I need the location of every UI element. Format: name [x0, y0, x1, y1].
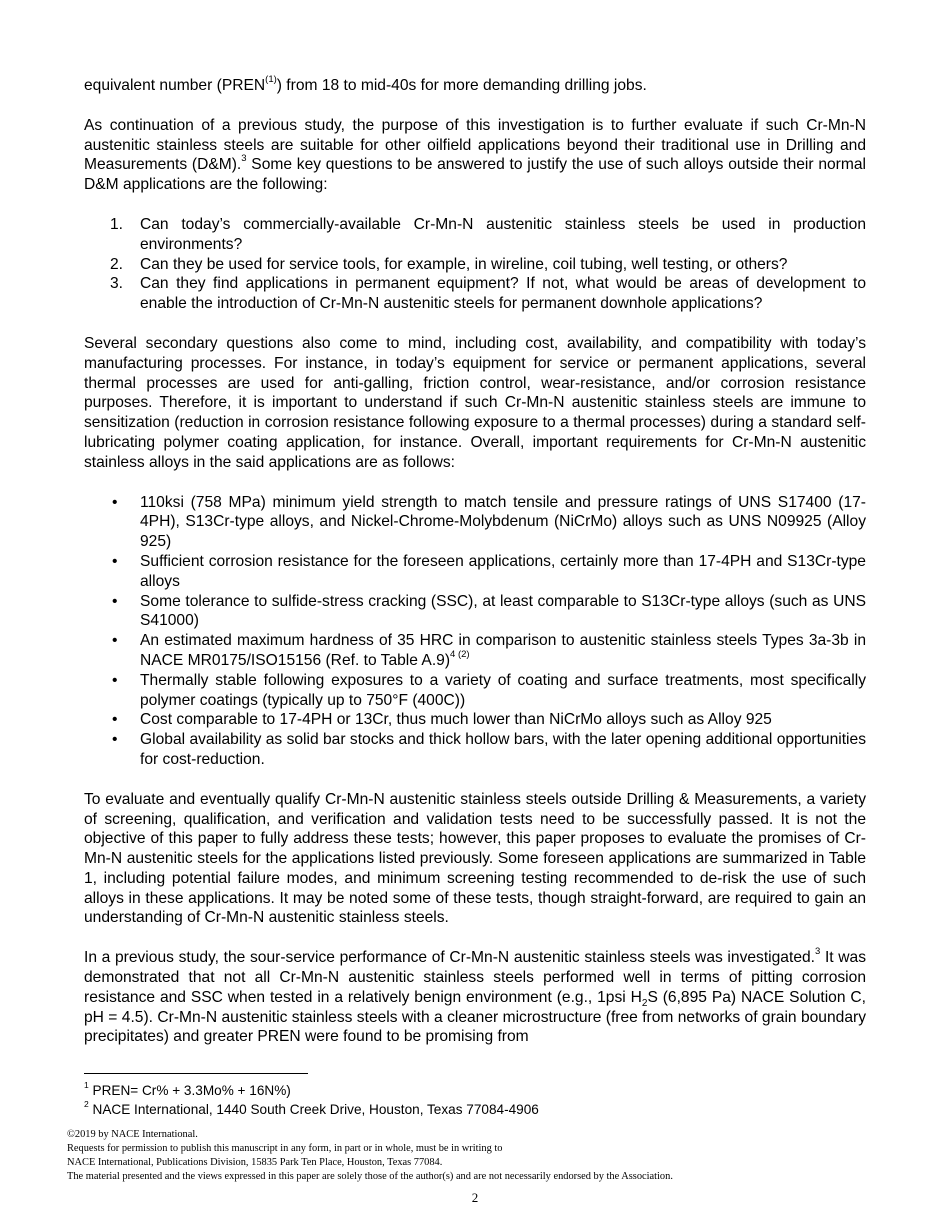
bullet-icon: • [112, 493, 118, 511]
list-item [84, 631, 866, 671]
list-item [84, 274, 866, 314]
list-item [84, 215, 866, 255]
list-item [84, 710, 866, 730]
bullet-icon: • [112, 671, 118, 689]
list-item [84, 552, 866, 592]
footnote [84, 1082, 866, 1101]
footnotes [84, 1082, 866, 1119]
list-item-text: Some tolerance to sulfide-stress cracking (SSC), at least comparable to S13Cr-type alloys (such as UNS S41000) [140, 592, 866, 630]
bullet-icon: • [112, 731, 118, 749]
list-number: 1. [110, 215, 124, 233]
intro-text-b: ) from 18 to mid-40s for more demanding drilling jobs. [276, 77, 647, 94]
key-questions-list [84, 215, 866, 314]
copyright-notice [67, 1128, 887, 1184]
citation-ref-4: 4 (2) [450, 648, 470, 660]
footnote-mark: 2 [84, 1098, 89, 1109]
copyright-line: NACE International, Publications Division, 15835 Park Ten Place, Houston, Texas 77084. [67, 1157, 443, 1168]
list-number: 3. [110, 275, 124, 293]
footnote [84, 1098, 866, 1120]
list-item-text: Thermally stable following exposures to a variety of coating and surface treatments, most specifically polymer coatings (typically up to 750°F (400C)) [140, 671, 866, 709]
paragraph-secondary-questions: Several secondary questions also come to mind, including cost, availability, and compatibility with today’s manufacturing processes. For instance, in today’s equipment for service or permanent applications, several thermal processes are used for anti-galling, friction control, wear-resistance, and/or corrosion resistance purposes. Therefore, it is important to understand if such Cr-Mn-N austenitic stainless steels are immune to sensitization (reduction in corrosion resistance following exposure to a thermal processes) during a standard self-lubricating polymer coating application, for instance. Overall, important requirements for Cr-Mn-N austenitic stainless alloys in the said applications are as follows: [84, 334, 866, 471]
list-item-text: Cost comparable to 17-4PH or 13Cr, thus much lower than NiCrMo alloys such as Alloy 925 [140, 711, 772, 729]
paragraph-evaluation: To evaluate and eventually qualify Cr-Mn-N austenitic stainless steels outside Drilling & Measurements, a variety of screening, qualification, and verification and validation tests need to be successfully passed. It is not the objective of this paper to fully address these tests; however, this paper proposes to evaluate the promises of Cr-Mn-N austenitic steels for the applications listed previously. Some foreseen applications are summarized in Table 1, including potential failure modes, and minimum screening testing recommended to de-risk the use of such alloys in these applications. It may be noted some of these tests, though straight-forward, are required to gain an understanding of Cr-Mn-N austenitic stainless steels. [84, 790, 866, 927]
citation-ref-3: 3 [241, 153, 247, 165]
requirements-list [84, 493, 866, 770]
bullet-icon: • [112, 711, 118, 729]
body-text [84, 73, 866, 1047]
list-item-text: An estimated maximum hardness of 35 HRC in comparison to austenitic stainless steels Types 3a-3b in NACE MR0175/ISO15156 (Ref. to Table A.9) [140, 632, 866, 669]
footnote-text: NACE International, 1440 South Creek Drive, Houston, Texas 77084-4906 [88, 1101, 539, 1117]
bullet-icon: • [112, 592, 118, 610]
footnote-text: PREN= Cr% + 3.3Mo% + 16N%) [88, 1083, 291, 1098]
list-item-text: 110ksi (758 MPa) minimum yield strength to match tensile and pressure ratings of UNS S17400 (17-4PH), S13Cr-type alloys, and Nickel-Chrome-Molybdenum (NiCrMo) alloys such as UNS N09925 (Alloy 925) [140, 493, 866, 551]
paragraph-previous-study-a: In a previous study, the sour-service performance of Cr-Mn-N austenitic stainless steels was investigated. [84, 949, 815, 967]
list-item-text: Sufficient corrosion resistance for the foreseen applications, certainly more than 17-4PH and S13Cr-type alloys [140, 552, 866, 590]
list-item-text: Can they find applications in permanent equipment? If not, what would be areas of development to enable the introduction of Cr-Mn-N austenitic steels for permanent downhole applications? [140, 275, 866, 313]
footnote-ref-1: (1) [265, 73, 277, 85]
paragraph-purpose [84, 116, 866, 195]
bullet-icon: • [112, 632, 118, 650]
copyright-line: Requests for permission to publish this manuscript in any form, in part or in whole, must be in writing to [67, 1143, 503, 1154]
paragraph-purpose-a: As continuation of a previous study, the purpose of this investigation is to further evaluate if such Cr-Mn-N austenitic stainless steels are suitable for other oilfield applications beyond their traditional use in Drilling and Measurements (D&M). [84, 116, 866, 174]
bullet-icon: • [112, 552, 118, 570]
copyright-line: ©2019 by NACE International. [67, 1129, 198, 1140]
paragraph-previous-study [84, 948, 866, 1047]
list-item [84, 730, 866, 770]
page-number: 2 [471, 1190, 479, 1205]
list-item [84, 255, 866, 275]
subscript-2: 2 [641, 997, 648, 1009]
paragraph-previous-study-b: It was demonstrated that not all Cr-Mn-N austenitic stainless steels performed well in terms of pitting corrosion resistance and SSC when tested in a relatively benign environment (e.g., 1psi H [84, 949, 866, 1006]
list-item [84, 592, 866, 632]
footnote-mark: 1 [84, 1080, 89, 1091]
list-item [84, 493, 866, 552]
intro-line [84, 73, 866, 96]
intro-text-a: equivalent number (PREN [84, 77, 266, 94]
citation-ref-3: 3 [815, 946, 821, 958]
footnote-divider [84, 1073, 308, 1074]
list-item [84, 671, 866, 711]
list-item-text: Can today’s commercially-available Cr-Mn-N austenitic stainless steels be used in production environments? [140, 215, 866, 253]
list-number: 2. [110, 255, 124, 273]
paragraph-purpose-b: Some key questions to be answered to justify the use of such alloys outside their normal D&M applications are the following: [84, 156, 866, 194]
copyright-line: The material presented and the views expressed in this paper are solely those of the author(s) and are not necessarily endorsed by the Association. [67, 1171, 673, 1182]
list-item-text: Global availability as solid bar stocks and thick hollow bars, with the later opening additional opportunities for cost-reduction. [140, 731, 866, 768]
paragraph-previous-study-c: S (6,895 Pa) NACE Solution C, pH = 4.5). Cr-Mn-N austenitic stainless steels with a cleaner microstructure (free from networks of grain boundary precipitates) and greater PREN were found to be promising from [84, 988, 866, 1046]
list-item-text: Can they be used for service tools, for example, in wireline, coil tubing, well testing, or others? [140, 255, 788, 273]
